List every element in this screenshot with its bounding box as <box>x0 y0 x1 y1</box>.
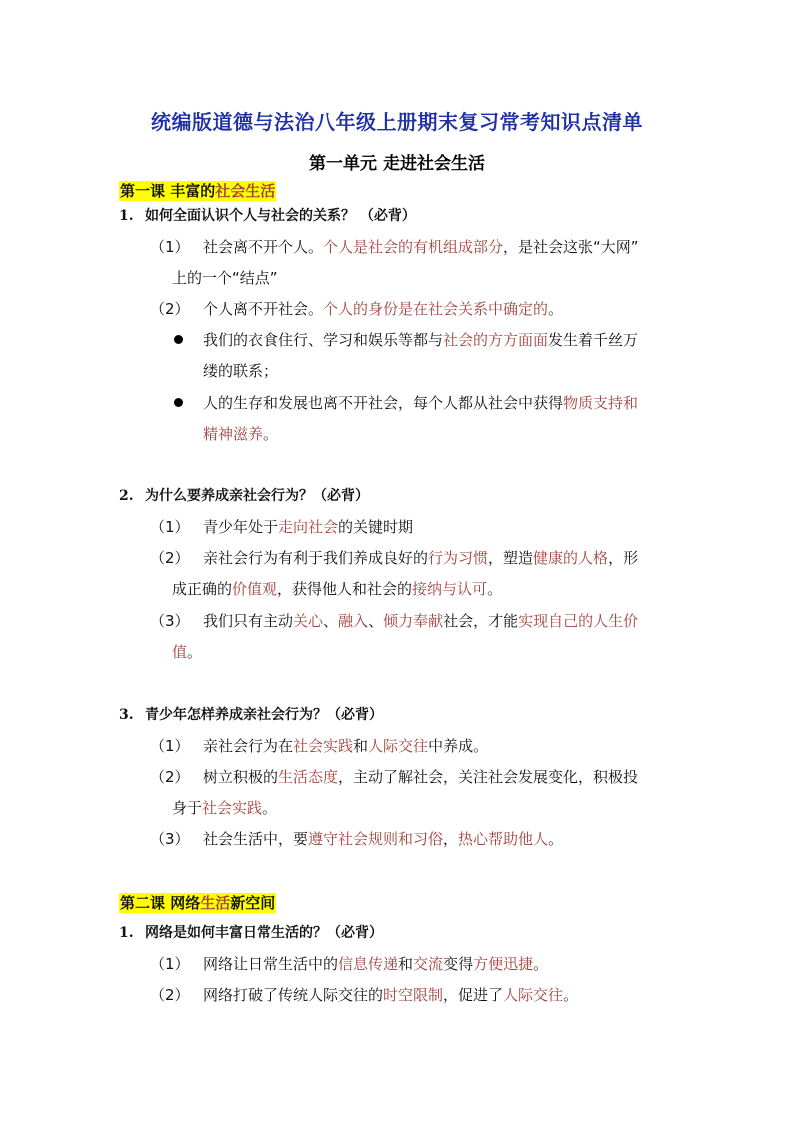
unit-title: 第一单元 走进社会生活 <box>309 154 485 174</box>
question-1-heading: 1. 如何全面认识个人与社会的关系？ （必背） <box>119 208 416 224</box>
q2-item-2-cont: 成正确的价值观，获得他人和社会的接纳与认可。 <box>172 580 503 598</box>
q2-item-3-cont: 值。 <box>172 643 203 661</box>
q1-bullet-2-cont: 精神滋养。 <box>203 425 279 443</box>
question-2-heading: 2. 为什么要养成亲社会行为？（必背） <box>119 488 369 504</box>
q1-item-1-cont: 上的一个“结点” <box>172 269 278 287</box>
lesson-1-heading: 第一课 丰富的社会生活 <box>120 182 276 200</box>
bullet-dot-icon <box>172 393 184 413</box>
document-title: 统编版道德与法治八年级上册期末复习常考知识点清单 <box>151 110 643 134</box>
q1-bullet-1-cont: 缕的联系； <box>203 362 279 380</box>
lesson-2-heading: 第二课 网络生活新空间 <box>120 894 276 912</box>
question-3-heading: 3. 青少年怎样养成亲社会行为？（必背） <box>119 707 383 723</box>
q3-item-2-cont: 身于社会实践。 <box>172 799 278 817</box>
question-4-heading: 1. 网络是如何丰富日常生活的？（必背） <box>119 925 383 941</box>
bullet-dot-icon <box>172 330 184 350</box>
